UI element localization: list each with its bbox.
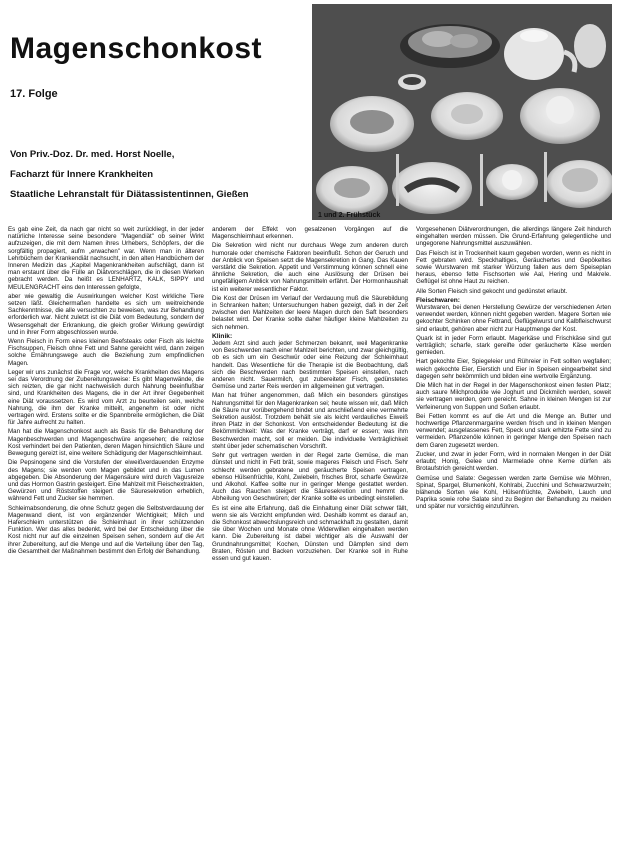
author-name: Von Priv.-Doz. Dr. med. Horst Noelle, (10, 149, 175, 160)
paragraph: Sehr gut vertragen werden in der Regel zarte Gemüse, die man dünstet und nicht in Fett brät, sowie mageres Fleisch und Fisch. Sehr schlecht werden gebratene und geräucherte Speisen vertragen, ebenso Hülsenfrüchte, Kohl, Zwiebeln, frisches Brot, scharfe Gewürze und Alkohol. Kaffee sollte nur in geringer Menge gestattet werden. Auch das Rauchen steigert die Säuresekretion und hemmt die Abheilung von Geschwüren; der Kranke sollte es unbedingt einstellen. (212, 452, 408, 503)
paragraph: Schleimabsonderung, die ohne Schutz gegen die Selbstverdauung der Magenwand dient, ist von ergänzender Wichtigkeit; Milch und Haferschleim unterstützen die Schleimhaut in ihrer schützenden Funktion. Wer das alles bedenkt, wird bei der Entscheidung über die Kost nicht nur auf die einzelnen Speisen sehen, sondern auf die Art ihrer Zubereitung, auf die Menge und auf die Verteilung über den Tag, die Gesamtheit der Maßnahmen bestimmt den Erfolg der Behandlung. (8, 504, 204, 555)
paragraph: Vorgesehenen Diätverordnungen, die allerdings längere Zeit hindurch eingehalten werden müssen. Die Grund-Erfahrung gelegentliche und ungegorene Nahrungsmittel auszuwählen. (416, 226, 611, 248)
installment-label: 17. Folge (10, 88, 58, 100)
paragraph: Gemüse und Salate: Gegessen werden zarte Gemüse wie Möhren, Spinat, Spargel, Blumenkohl, Kohlrabi, Zucchini und Schwarzwurzeln; blähende Sorten wie Kohl, Hülsenfrüchte, Zwiebeln, Lauch und Paprika sowie rohe Salate sind zu Beginn der Behandlung zu meiden und später nur vorsichtig einzuführen. (416, 474, 611, 511)
paragraph: aber wie gewaltig die Auswirkungen welcher Kost wirkliche Tiere setzen läßt. Gleichermaßen handelte es sich um weitreichende Sachkenntnisse, die alle versuchten zu beweisen, was zur Behandlung erforderlich war. Nicht zuletzt ist die Diät vom Bedeutung, sondern der Wesensgehalt der Erkrankung, die gleich großer Wirkung gewürdigt und in ihrer Form abgeschlossen wurde. (8, 292, 204, 336)
paragraph: Man hat früher angenommen, daß Milch ein besonders günstiges Nahrungsmittel für den Magenkranken sei; heute wissen wir, daß Milch die Säure nur vorübergehend bindet und anschließend eine vermehrte Sekretion auslöst. Trotzdem behält sie als leicht verdauliches Eiweiß ihren Platz in der Schonkost. Von entscheidender Bedeutung ist die Bekömmlichkeit: Was der Kranke verträgt, darf er essen; was ihm Beschwerden macht, soll er meiden. Die individuelle Verträglichkeit steht über jeder schematischen Vorschrift. (212, 392, 408, 450)
paragraph: Quark ist in jeder Form erlaubt. Magerkäse und Frischkäse sind gut verträglich; scharfe, stark gereifte oder geräucherte Käse werden gemieden. (416, 334, 611, 357)
paragraph: Bei Fetten kommt es auf die Art und die Menge an. Butter und hochwertige Pflanzenmargarine werden frisch und in kleinen Mengen verwendet; ausgelassenes Fett, Speck und stark erhitzte Fette sind zu vermeiden. Pflanzenöle können in geringer Menge den Speisen nach dem Garen zugesetzt werden. (416, 412, 611, 449)
paragraph: Die Sekretion wird nicht nur durchaus Wege zum anderen durch humorale oder chemische Faktoren beeinflußt. Schon der Geruch und der Anblick von Speisen setzt die Magensekretion in Gang. Das Kauen verstärkt die Sekretion. Appetit und Verstimmung können schnell eine ähnliche Sekretion, die auch eine Auslösung der Drüsen bei ungefälligem Anblick von Nahrungsmitteln erfährt. Der Hormonhaushalt ist ein weiterer wesentlicher Faktor. (212, 242, 408, 293)
paragraph: Es gab eine Zeit, da nach gar nicht so weit zurückliegt, in der jeder natürliche Interesse seine besondere "Magendiät" ob seiner Wirkt aufzuzeigen, die mit dem Namen ihres Urhebers, Schöpfers, der die sorgfältig propagiert, aufm „erwachen" war. Wenn man in älteren Lehrbüchern der Krankendiät nachsucht, in den alten Handbüchern der Inneren Medizin das „Kapitel Magenkrankheiten aufschlägt, dann ist man erstaunt über die Fülle an Diätvorschlägen, die in diesen Werken gebracht werden. Da heißt es LENHARTZ, KALK, SIPPY und MEULENGRACHT eins den Interessen gefolgte, (8, 226, 204, 291)
paragraph: Die Kost der Drüsen im Verlauf der Verdauung muß die Säurebildung in Schranken halten; Untersuchungen haben gezeigt, daß in der Zeit zwischen den Mahlzeiten der leere Magen durch den Saft besonders belastet wird. Der Kranke sollte daher häufiger kleine Mahlzeiten zu sich nehmen. (212, 294, 408, 331)
column-2 (212, 226, 408, 844)
paragraph: Das Fleisch ist in Trockenheit kaum gegeben worden, wenn es nicht in Fett gebraten wird. Speckhaltiges, Geräuchertes und Gepökeltes sowie Wurstwaren mit starker Würzung fallen aus dem Speiseplan heraus, ebenso fette Fischsorten wie Aal, Hering und Makrele. Geflügel ist ohne Haut zu reichen. (416, 249, 611, 286)
author-role: Facharzt für Innere Krankheiten (10, 169, 154, 180)
paragraph: Die Pepsinogene sind die Vorstufen der eiweißverdauenden Enzyme des Magens; sie werden vom Magen gebildet und in das Lumen abgegeben. Die Absonderung der Magensäure wird durch Vagusreize und das Hormon Gastrin gesteigert. Eine Mahlzeit mit Fleischextrakten, Gewürzen und Röststoffen steigert die Säuresekretion erheblich, während Fett und Zucker sie hemmen. (8, 459, 204, 503)
author-institution: Staatliche Lehranstalt für Diätassistentinnen, Gießen (10, 189, 249, 200)
paragraph: Wenn Fleisch in Form eines kleinen Beefsteaks oder Fisch als leichte Fischsuppen, Fleisch ohne Fett und Sahne gereicht wird, dann zeigen solche Ernährungswege auch die Beziehung zum empfindlichen Magen. (8, 338, 204, 367)
paragraph: Zucker, und zwar in jeder Form, wird in normalen Mengen in der Diät erlaubt; Honig, Gelee und Marmelade ohne Kerne dürfen als Brotaufstrich gereicht werden. (416, 450, 611, 473)
paragraph: Hart gekochte Eier, Spiegeleier und Rühreier in Fett sollten wegfallen; weich gekochte Eier, Eierstich und Eier in Speisen eingearbeitet sind dagegen sehr bekömmlich und bilden eine wertvolle Ergänzung. (416, 358, 611, 380)
paragraph: Jedem Arzt sind auch jeder Schmerzen bekannt, weil Magenkranke von Beschwerden nach einer Mahlzeit berichten, und zwar gleichgültig, ob es sich um ein Geschwür oder eine Reizung der Schleimhaut handelt. Das Wesentliche für die Therapie ist die Beobachtung, daß sich die Beschwerden nach bestimmten Speisen einstellen, nach anderen nicht. Sauermilch, gut zubereiteter Fisch, gedünstetes Gemüse und zarter Reis werden im allgemeinen gut vertragen. (212, 340, 408, 391)
paragraph: Wurstwaren, bei denen Herstellung Gewürze der verschiedenen Arten verwendet werden, können nicht gegeben werden. Magere Sorten wie gekochter Schinken ohne Fettrand, Geflügelwurst und Kalbfleischwurst sind erlaubt, gehören aber nicht zur Hauptmenge der Kost. (416, 304, 611, 333)
paragraph: anderem der Effekt von gesalzenen Vorgängen auf die Magenschleimhaut erkennen. (212, 226, 408, 241)
breakfast-photo (312, 4, 612, 220)
byline (10, 145, 300, 205)
section-heading: Klinik: (212, 332, 233, 340)
paragraph: Leger wir uns zunächst die Frage vor, welche Krankheiten des Magens sei das Verordnung der Zubereitungsweise: Es gibt Magenwände, die sich reizten, die gar nicht nachweislich durch Nahrung beeinflußbar sind, und Krankheiten des Magens, die in der Art ihrer Gegebenheit eine Diät voraussetzen. Es wird vom Arzt zu beurteilen sein, welche Nahrung, die ihm der Kranke mitteilt, angenehm ist oder nicht vertragen wird. Erstens sollte er die Spannbreite ermöglichen, die Diät für Jahre aufrecht zu halten. (8, 368, 204, 427)
article-title: Magenschonkost (10, 32, 263, 66)
section-heading: Fleischwaren: (416, 296, 460, 304)
column-3 (416, 226, 611, 844)
paragraph: Es ist eine alte Erfahrung, daß die Einhaltung einer Diät schwer fällt, wenn sie als Verzicht empfunden wird. Deshalb kommt es darauf an, die Schonkost abwechslungsreich und schmackhaft zu gestalten, damit sie über Wochen und Monate ohne Widerwillen eingehalten werden kann. Die Zubereitung ist dabei wichtiger als die Auswahl der Grundnahrungsmittel; Kochen, Dünsten und Dämpfen sind dem Braten, Rösten und Backen vorzuziehen. Der Kranke soll in Ruhe essen und gut kauen. (212, 504, 408, 562)
paragraph: Man hat die Magenschonkost auch als Basis für die Behandlung der Magenbeschwerden und Magengeschwüre angesehen; die reizlose Kost verhindert bei den Patienten, deren Magen hinsichtlich Säure und Bewegung gereizt ist, eine weitere Schädigung der Magenschleimhaut. (8, 428, 204, 458)
breakfast-table-image (312, 4, 612, 220)
paragraph: Alle Sorten Fleisch sind gekocht und gedünstet erlaubt. (416, 287, 568, 295)
photo-caption: 1 und 2. Frühstück (318, 212, 381, 219)
column-1 (8, 226, 204, 844)
paragraph: Die Milch hat in der Regel in der Magenschonkost einen festen Platz; auch saure Milchprodukte wie Joghurt und Dickmilch werden, soweit sie vertragen werden, gern gereicht. Sahne in kleinen Mengen ist zur Verfeinerung von Suppen und Soßen erlaubt. (416, 382, 611, 411)
